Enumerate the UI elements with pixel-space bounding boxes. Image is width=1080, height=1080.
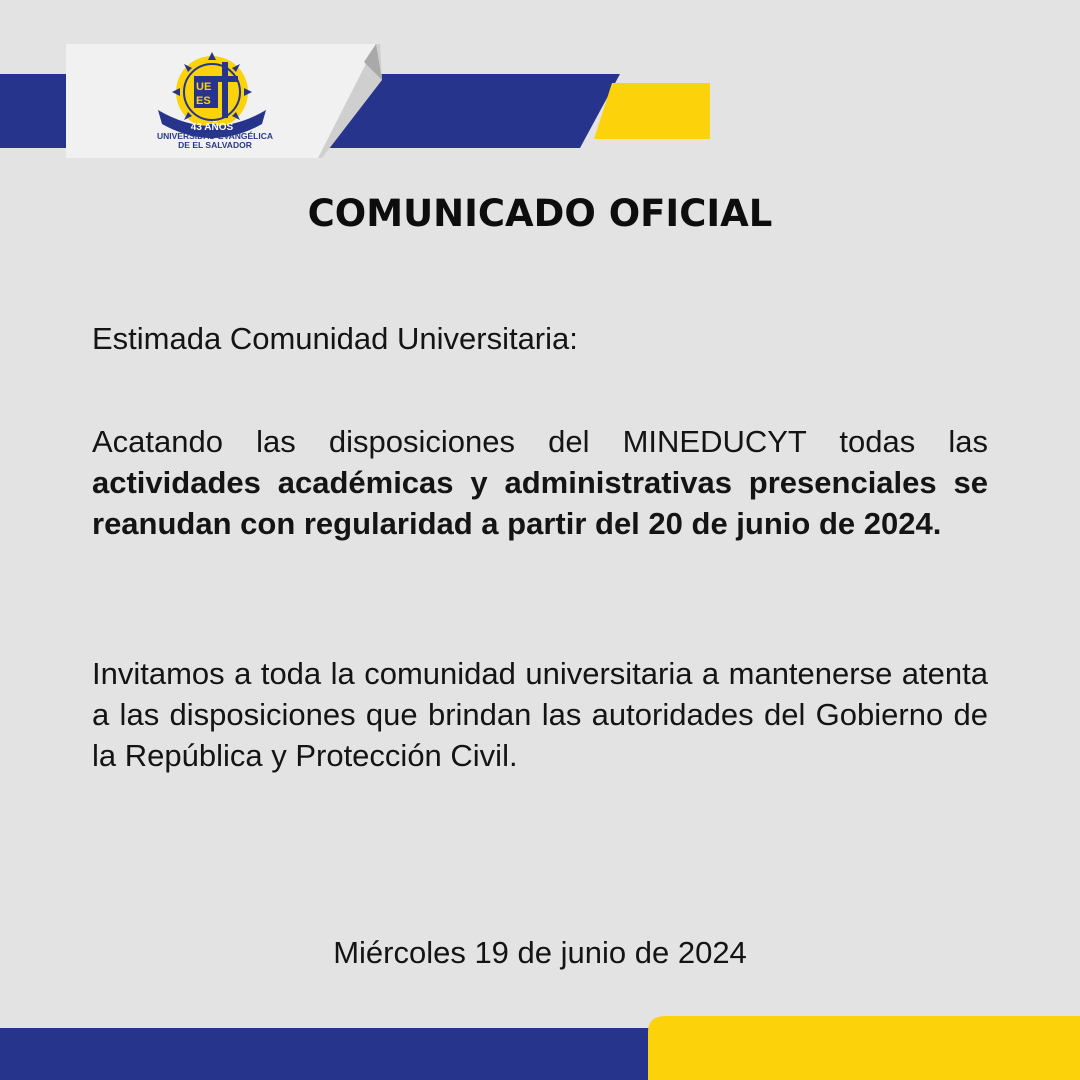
paragraph-announcement-bold: actividades académicas y administrativas presenciales se reanudan con regularidad a partir del 20 de junio de 2024. xyxy=(92,465,988,541)
cross-vertical xyxy=(222,62,228,118)
greeting-text: Estimada Comunidad Universitaria: xyxy=(92,321,578,356)
footer-yellow-block xyxy=(648,1016,1080,1080)
footer-navy-stripe xyxy=(0,1028,660,1080)
svg-text:UE: UE xyxy=(196,81,212,93)
badge-text: 43 AÑOS xyxy=(190,122,234,133)
logo-caption xyxy=(140,132,290,150)
page-title: COMUNICADO OFICIAL xyxy=(307,192,773,235)
cross-horizontal xyxy=(212,76,238,82)
logo-caption-line1: UNIVERSIDAD EVANGÉLICA xyxy=(156,131,274,141)
header-yellow-stripe xyxy=(594,83,710,139)
logo-caption-line2: DE EL SALVADOR xyxy=(178,140,252,150)
svg-text:ES: ES xyxy=(196,95,211,107)
paragraph-announcement-intro: Acatando las disposiciones del MINEDUCYT todas las xyxy=(92,424,988,459)
paragraph-announcement xyxy=(92,421,988,544)
issue-date: Miércoles 19 de junio de 2024 xyxy=(333,935,747,970)
footer-band xyxy=(0,1010,1080,1080)
paragraph-invitation: Invitamos a toda la comunidad universitaria a mantenerse atenta a las disposiciones que brindan las autoridades del Gobierno de la República y Protección Civil. xyxy=(92,656,988,773)
